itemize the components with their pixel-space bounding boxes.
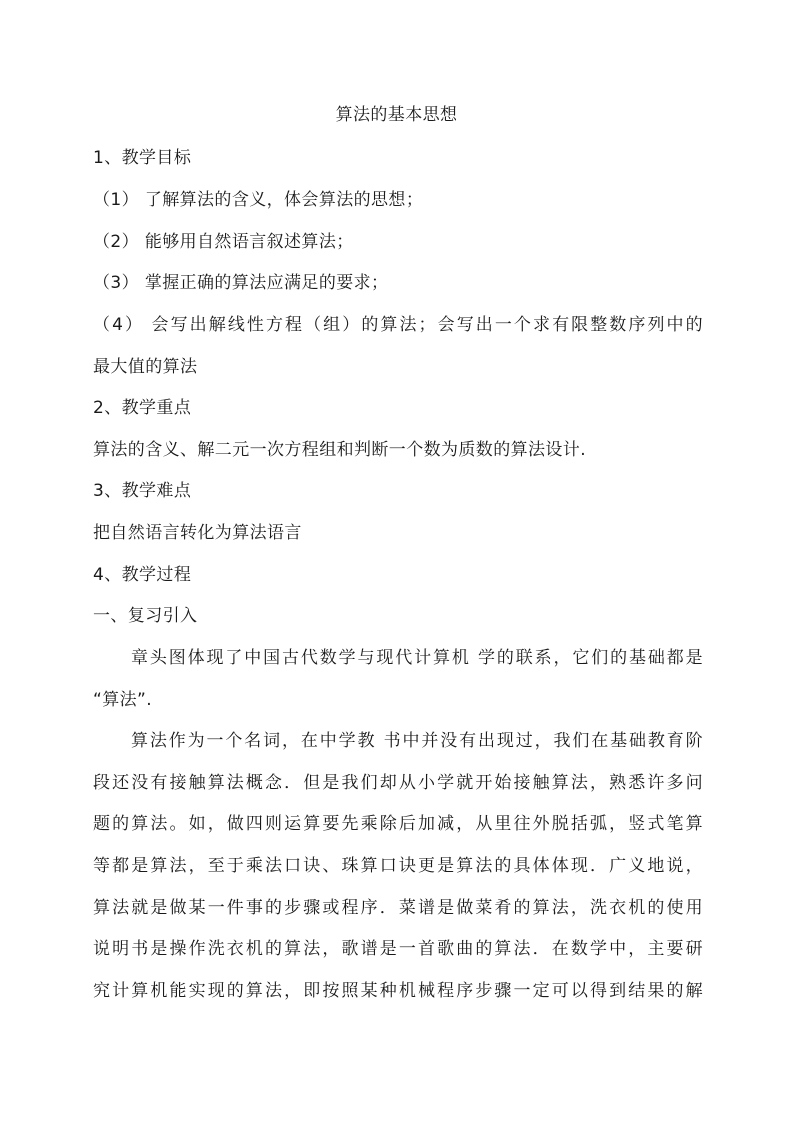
key-points-text: 算法的含义、解二元一次方程组和判断一个数为质数的算法设计. bbox=[93, 440, 587, 460]
objective-item-3: （3） 掌握正确的算法应满足的要求； bbox=[93, 273, 389, 293]
section-heading-process: 4、教学过程 bbox=[93, 565, 192, 585]
paragraph-2-line-7: 究计算机能实现的算法，即按照某种机械程序步骤一定可以得到结果的解 bbox=[93, 981, 703, 1001]
paragraph-2-line-2: 段还没有接触算法概念．但是我们却从小学就开始接触算法，熟悉许多问 bbox=[93, 773, 703, 793]
section-heading-key-points: 2、教学重点 bbox=[93, 398, 192, 418]
paragraph-2-line-4: 等都是算法，至于乘法口诀、珠算口诀更是算法的具体体现．广义地说， bbox=[93, 856, 703, 876]
paragraph-1-line-1: 章头图体现了中国古代数学与现代计算机 学的联系，它们的基础都是 bbox=[131, 648, 703, 668]
objective-item-2: （2） 能够用自然语言叙述算法； bbox=[93, 232, 354, 252]
objective-item-4-continued: 最大值的算法 bbox=[93, 357, 198, 377]
section-heading-objectives: 1、教学目标 bbox=[93, 148, 192, 168]
objective-item-4: （4） 会写出解线性方程（组）的算法；会写出一个求有限整数序列中的 bbox=[93, 315, 703, 335]
objective-item-1: （1） 了解算法的含义，体会算法的思想； bbox=[93, 190, 424, 210]
paragraph-2-line-1: 算法作为一个名词，在中学教 书中并没有出现过，我们在基础教育阶 bbox=[131, 731, 703, 751]
section-heading-difficulties: 3、教学难点 bbox=[93, 481, 192, 501]
page-title: 算法的基本思想 bbox=[335, 105, 458, 125]
difficulties-text: 把自然语言转化为算法语言 bbox=[93, 523, 302, 543]
paragraph-1-line-2: “算法”. bbox=[93, 690, 153, 710]
paragraph-2-line-3: 题的算法。如，做四则运算要先乘除后加减，从里往外脱括弧，竖式笔算 bbox=[93, 814, 703, 834]
paragraph-2-line-6: 说明书是操作洗衣机的算法，歌谱是一首歌曲的算法．在数学中，主要研 bbox=[93, 939, 703, 959]
paragraph-2-line-5: 算法就是做某一件事的步骤或程序．菜谱是做菜肴的算法，洗衣机的使用 bbox=[93, 898, 703, 918]
sub-heading-review: 一、复习引入 bbox=[93, 606, 198, 626]
